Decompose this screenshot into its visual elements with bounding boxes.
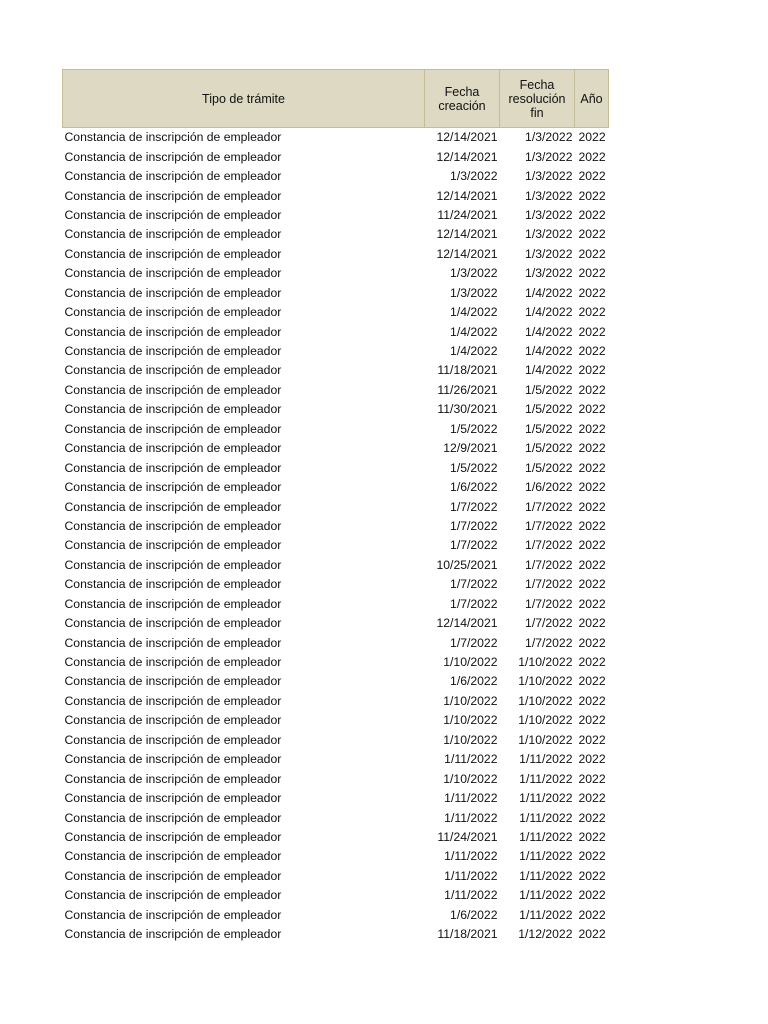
- cell-fecha-resolucion: 1/3/2022: [525, 130, 573, 145]
- cell-fecha-resolucion: 1/3/2022: [525, 246, 573, 261]
- cell-fecha-creacion: 1/3/2022: [450, 285, 498, 300]
- cell-fecha-creacion: 1/5/2022: [450, 421, 498, 436]
- cell-fecha-creacion: 12/14/2021: [436, 227, 498, 242]
- cell-fecha-creacion: 1/11/2022: [444, 791, 498, 806]
- cell-fecha-creacion: 1/5/2022: [450, 460, 498, 475]
- table-row: [63, 828, 609, 847]
- cell-tipo-tramite: Constancia de inscripción de empleador: [64, 829, 282, 844]
- cell-fecha-creacion: 1/4/2022: [450, 305, 498, 320]
- cell-fecha-resolucion: 1/4/2022: [525, 324, 573, 339]
- cell-fecha-resolucion: 1/10/2022: [518, 674, 573, 689]
- cell-anio: 2022: [578, 635, 606, 650]
- cell-fecha-creacion: 12/14/2021: [436, 246, 498, 261]
- cell-fecha-creacion: 1/10/2022: [443, 713, 498, 728]
- table-row: [63, 458, 609, 477]
- cell-fecha-resolucion: 1/10/2022: [518, 732, 573, 747]
- cell-tipo-tramite: Constancia de inscripción de empleador: [64, 305, 282, 320]
- cell-anio: 2022: [578, 382, 606, 397]
- cell-anio: 2022: [578, 713, 606, 728]
- cell-fecha-resolucion: 1/12/2022: [518, 927, 573, 942]
- cell-fecha-resolucion: 1/11/2022: [519, 829, 573, 844]
- cell-tipo-tramite: Constancia de inscripción de empleador: [64, 499, 282, 514]
- table-row: [63, 381, 609, 400]
- cell-fecha-creacion: 11/30/2021: [437, 402, 498, 417]
- cell-fecha-resolucion: 1/3/2022: [525, 169, 573, 184]
- cell-fecha-resolucion: 1/3/2022: [525, 188, 573, 203]
- cell-tipo-tramite: Constancia de inscripción de empleador: [64, 266, 282, 281]
- cell-anio: 2022: [578, 441, 606, 456]
- cell-fecha-creacion: 1/11/2022: [444, 810, 498, 825]
- cell-fecha-resolucion: 1/4/2022: [525, 305, 573, 320]
- cell-anio: 2022: [578, 130, 606, 145]
- spreadsheet: [62, 69, 608, 944]
- cell-fecha-resolucion: 1/6/2022: [525, 480, 573, 495]
- cell-fecha-resolucion: 1/5/2022: [525, 382, 573, 397]
- cell-fecha-resolucion: 1/5/2022: [525, 441, 573, 456]
- cell-anio: 2022: [578, 596, 606, 611]
- table-row: [63, 711, 609, 730]
- cell-anio: 2022: [578, 421, 606, 436]
- cell-fecha-resolucion: 1/7/2022: [525, 635, 573, 650]
- cell-tipo-tramite: Constancia de inscripción de empleador: [64, 791, 282, 806]
- cell-tipo-tramite: Constancia de inscripción de empleador: [64, 655, 282, 670]
- cell-fecha-creacion: 11/26/2021: [437, 382, 498, 397]
- cell-fecha-resolucion: 1/7/2022: [525, 557, 573, 572]
- table-row: [63, 886, 609, 905]
- cell-tipo-tramite: Constancia de inscripción de empleador: [64, 402, 282, 417]
- cell-anio: 2022: [578, 868, 606, 883]
- cell-fecha-resolucion: 1/7/2022: [525, 518, 573, 533]
- cell-tipo-tramite: Constancia de inscripción de empleador: [64, 382, 282, 397]
- tramites-table: [62, 69, 609, 944]
- cell-tipo-tramite: Constancia de inscripción de empleador: [64, 518, 282, 533]
- cell-fecha-resolucion: 1/7/2022: [525, 577, 573, 592]
- cell-fecha-creacion: 1/11/2022: [444, 868, 498, 883]
- cell-fecha-resolucion: 1/7/2022: [525, 499, 573, 514]
- cell-tipo-tramite: Constancia de inscripción de empleador: [64, 324, 282, 339]
- cell-anio: 2022: [578, 577, 606, 592]
- cell-fecha-creacion: 1/10/2022: [443, 771, 498, 786]
- cell-fecha-creacion: 1/7/2022: [450, 596, 498, 611]
- cell-tipo-tramite: Constancia de inscripción de empleador: [64, 207, 282, 222]
- cell-fecha-resolucion: 1/10/2022: [518, 693, 573, 708]
- header-tipo-tramite: Tipo de trámite: [63, 70, 425, 128]
- cell-anio: 2022: [578, 499, 606, 514]
- table-row: [63, 633, 609, 652]
- cell-anio: 2022: [578, 402, 606, 417]
- table-row: [63, 614, 609, 633]
- table-row: [63, 322, 609, 341]
- cell-anio: 2022: [578, 460, 606, 475]
- table-row: [63, 264, 609, 283]
- cell-anio: 2022: [578, 771, 606, 786]
- cell-anio: 2022: [578, 305, 606, 320]
- cell-tipo-tramite: Constancia de inscripción de empleador: [64, 927, 282, 942]
- cell-tipo-tramite: Constancia de inscripción de empleador: [64, 674, 282, 689]
- cell-tipo-tramite: Constancia de inscripción de empleador: [64, 460, 282, 475]
- table-row: [63, 245, 609, 264]
- table-row: [63, 400, 609, 419]
- cell-tipo-tramite: Constancia de inscripción de empleador: [64, 538, 282, 553]
- cell-fecha-resolucion: 1/11/2022: [519, 868, 573, 883]
- table-row: [63, 420, 609, 439]
- cell-tipo-tramite: Constancia de inscripción de empleador: [64, 635, 282, 650]
- table-row: [63, 439, 609, 458]
- cell-fecha-resolucion: 1/7/2022: [525, 616, 573, 631]
- cell-fecha-creacion: 12/14/2021: [436, 188, 498, 203]
- table-row: [63, 342, 609, 361]
- table-row: [63, 925, 609, 944]
- cell-anio: 2022: [578, 285, 606, 300]
- cell-anio: 2022: [578, 829, 606, 844]
- header-fecha-creacion: Fecha creación: [425, 70, 500, 128]
- cell-anio: 2022: [578, 693, 606, 708]
- cell-tipo-tramite: Constancia de inscripción de empleador: [64, 149, 282, 164]
- cell-fecha-creacion: 11/18/2021: [437, 927, 498, 942]
- cell-anio: 2022: [578, 480, 606, 495]
- cell-anio: 2022: [578, 169, 606, 184]
- cell-tipo-tramite: Constancia de inscripción de empleador: [64, 169, 282, 184]
- cell-fecha-creacion: 12/9/2021: [443, 441, 498, 456]
- table-row: [63, 206, 609, 225]
- cell-fecha-resolucion: 1/7/2022: [525, 596, 573, 611]
- cell-tipo-tramite: Constancia de inscripción de empleador: [64, 421, 282, 436]
- cell-fecha-creacion: 1/4/2022: [450, 324, 498, 339]
- cell-fecha-resolucion: 1/3/2022: [525, 266, 573, 281]
- cell-tipo-tramite: Constancia de inscripción de empleador: [64, 713, 282, 728]
- table-row: [63, 769, 609, 788]
- header-row: [63, 70, 609, 128]
- table-row: [63, 847, 609, 866]
- cell-fecha-resolucion: 1/11/2022: [519, 907, 573, 922]
- cell-tipo-tramite: Constancia de inscripción de empleador: [64, 693, 282, 708]
- table-row: [63, 497, 609, 516]
- table-row: [63, 284, 609, 303]
- cell-fecha-creacion: 1/6/2022: [450, 480, 498, 495]
- cell-tipo-tramite: Constancia de inscripción de empleador: [64, 810, 282, 825]
- cell-fecha-resolucion: 1/5/2022: [525, 421, 573, 436]
- cell-fecha-resolucion: 1/3/2022: [525, 207, 573, 222]
- table-row: [63, 128, 609, 148]
- table-row: [63, 536, 609, 555]
- cell-tipo-tramite: Constancia de inscripción de empleador: [64, 285, 282, 300]
- cell-tipo-tramite: Constancia de inscripción de empleador: [64, 188, 282, 203]
- cell-fecha-creacion: 1/6/2022: [450, 674, 498, 689]
- cell-tipo-tramite: Constancia de inscripción de empleador: [64, 907, 282, 922]
- cell-anio: 2022: [578, 149, 606, 164]
- cell-fecha-creacion: 1/7/2022: [450, 518, 498, 533]
- cell-fecha-creacion: 1/7/2022: [450, 538, 498, 553]
- cell-fecha-resolucion: 1/4/2022: [525, 363, 573, 378]
- cell-fecha-creacion: 1/11/2022: [444, 849, 498, 864]
- table-row: [63, 556, 609, 575]
- cell-anio: 2022: [578, 266, 606, 281]
- cell-fecha-creacion: 1/7/2022: [450, 635, 498, 650]
- cell-fecha-creacion: 1/10/2022: [443, 732, 498, 747]
- table-body: [63, 128, 609, 945]
- cell-fecha-creacion: 12/14/2021: [436, 616, 498, 631]
- table-row: [63, 672, 609, 691]
- cell-tipo-tramite: Constancia de inscripción de empleador: [64, 849, 282, 864]
- cell-fecha-creacion: 1/7/2022: [450, 577, 498, 592]
- cell-fecha-resolucion: 1/10/2022: [518, 713, 573, 728]
- cell-anio: 2022: [578, 227, 606, 242]
- cell-fecha-resolucion: 1/3/2022: [525, 149, 573, 164]
- cell-anio: 2022: [578, 344, 606, 359]
- header-anio: Año: [575, 70, 609, 128]
- cell-fecha-creacion: 11/18/2021: [437, 363, 498, 378]
- cell-fecha-creacion: 1/7/2022: [450, 499, 498, 514]
- cell-fecha-creacion: 1/10/2022: [443, 655, 498, 670]
- cell-anio: 2022: [578, 927, 606, 942]
- cell-fecha-resolucion: 1/10/2022: [518, 655, 573, 670]
- cell-tipo-tramite: Constancia de inscripción de empleador: [64, 577, 282, 592]
- cell-fecha-creacion: 11/24/2021: [437, 207, 498, 222]
- cell-fecha-resolucion: 1/11/2022: [519, 771, 573, 786]
- cell-fecha-resolucion: 1/11/2022: [519, 752, 573, 767]
- table-row: [63, 789, 609, 808]
- cell-fecha-creacion: 12/14/2021: [436, 149, 498, 164]
- cell-tipo-tramite: Constancia de inscripción de empleador: [64, 732, 282, 747]
- cell-anio: 2022: [578, 907, 606, 922]
- cell-anio: 2022: [578, 791, 606, 806]
- cell-anio: 2022: [578, 888, 606, 903]
- cell-anio: 2022: [578, 732, 606, 747]
- cell-anio: 2022: [578, 557, 606, 572]
- table-row: [63, 750, 609, 769]
- cell-tipo-tramite: Constancia de inscripción de empleador: [64, 557, 282, 572]
- table-row: [63, 731, 609, 750]
- cell-tipo-tramite: Constancia de inscripción de empleador: [64, 227, 282, 242]
- cell-tipo-tramite: Constancia de inscripción de empleador: [64, 888, 282, 903]
- cell-fecha-creacion: 11/24/2021: [437, 829, 498, 844]
- cell-anio: 2022: [578, 752, 606, 767]
- cell-tipo-tramite: Constancia de inscripción de empleador: [64, 596, 282, 611]
- table-row: [63, 361, 609, 380]
- cell-anio: 2022: [578, 849, 606, 864]
- cell-tipo-tramite: Constancia de inscripción de empleador: [64, 363, 282, 378]
- cell-anio: 2022: [578, 674, 606, 689]
- cell-fecha-resolucion: 1/3/2022: [525, 227, 573, 242]
- cell-fecha-creacion: 1/11/2022: [444, 888, 498, 903]
- table-row: [63, 867, 609, 886]
- table-row: [63, 186, 609, 205]
- cell-anio: 2022: [578, 207, 606, 222]
- cell-anio: 2022: [578, 188, 606, 203]
- cell-fecha-creacion: 12/14/2021: [436, 130, 498, 145]
- table-row: [63, 808, 609, 827]
- cell-fecha-creacion: 1/4/2022: [450, 344, 498, 359]
- cell-tipo-tramite: Constancia de inscripción de empleador: [64, 441, 282, 456]
- table-row: [63, 653, 609, 672]
- cell-fecha-creacion: 1/6/2022: [450, 907, 498, 922]
- cell-fecha-creacion: 1/11/2022: [444, 752, 498, 767]
- table-row: [63, 575, 609, 594]
- cell-fecha-creacion: 1/3/2022: [450, 266, 498, 281]
- cell-anio: 2022: [578, 363, 606, 378]
- table-row: [63, 517, 609, 536]
- cell-tipo-tramite: Constancia de inscripción de empleador: [64, 771, 282, 786]
- table-row: [63, 906, 609, 925]
- cell-fecha-resolucion: 1/11/2022: [519, 888, 573, 903]
- cell-tipo-tramite: Constancia de inscripción de empleador: [64, 616, 282, 631]
- cell-tipo-tramite: Constancia de inscripción de empleador: [64, 752, 282, 767]
- table-row: [63, 478, 609, 497]
- cell-tipo-tramite: Constancia de inscripción de empleador: [64, 246, 282, 261]
- header-fecha-resolucion: Fecha resolución fin: [500, 70, 575, 128]
- cell-anio: 2022: [578, 655, 606, 670]
- cell-anio: 2022: [578, 538, 606, 553]
- table-row: [63, 303, 609, 322]
- cell-fecha-resolucion: 1/11/2022: [519, 849, 573, 864]
- cell-fecha-resolucion: 1/7/2022: [525, 538, 573, 553]
- cell-anio: 2022: [578, 324, 606, 339]
- cell-fecha-creacion: 1/3/2022: [450, 169, 498, 184]
- cell-tipo-tramite: Constancia de inscripción de empleador: [64, 480, 282, 495]
- table-row: [63, 692, 609, 711]
- cell-tipo-tramite: Constancia de inscripción de empleador: [64, 130, 282, 145]
- cell-anio: 2022: [578, 518, 606, 533]
- cell-fecha-resolucion: 1/11/2022: [519, 791, 573, 806]
- cell-fecha-creacion: 10/25/2021: [436, 557, 498, 572]
- cell-tipo-tramite: Constancia de inscripción de empleador: [64, 344, 282, 359]
- cell-anio: 2022: [578, 246, 606, 261]
- cell-fecha-resolucion: 1/5/2022: [525, 402, 573, 417]
- cell-fecha-resolucion: 1/11/2022: [519, 810, 573, 825]
- cell-anio: 2022: [578, 810, 606, 825]
- cell-fecha-creacion: 1/10/2022: [443, 693, 498, 708]
- cell-fecha-resolucion: 1/4/2022: [525, 344, 573, 359]
- table-row: [63, 225, 609, 244]
- cell-fecha-resolucion: 1/5/2022: [525, 460, 573, 475]
- cell-fecha-resolucion: 1/4/2022: [525, 285, 573, 300]
- cell-tipo-tramite: Constancia de inscripción de empleador: [64, 868, 282, 883]
- table-row: [63, 595, 609, 614]
- table-row: [63, 147, 609, 166]
- table-row: [63, 167, 609, 186]
- cell-anio: 2022: [578, 616, 606, 631]
